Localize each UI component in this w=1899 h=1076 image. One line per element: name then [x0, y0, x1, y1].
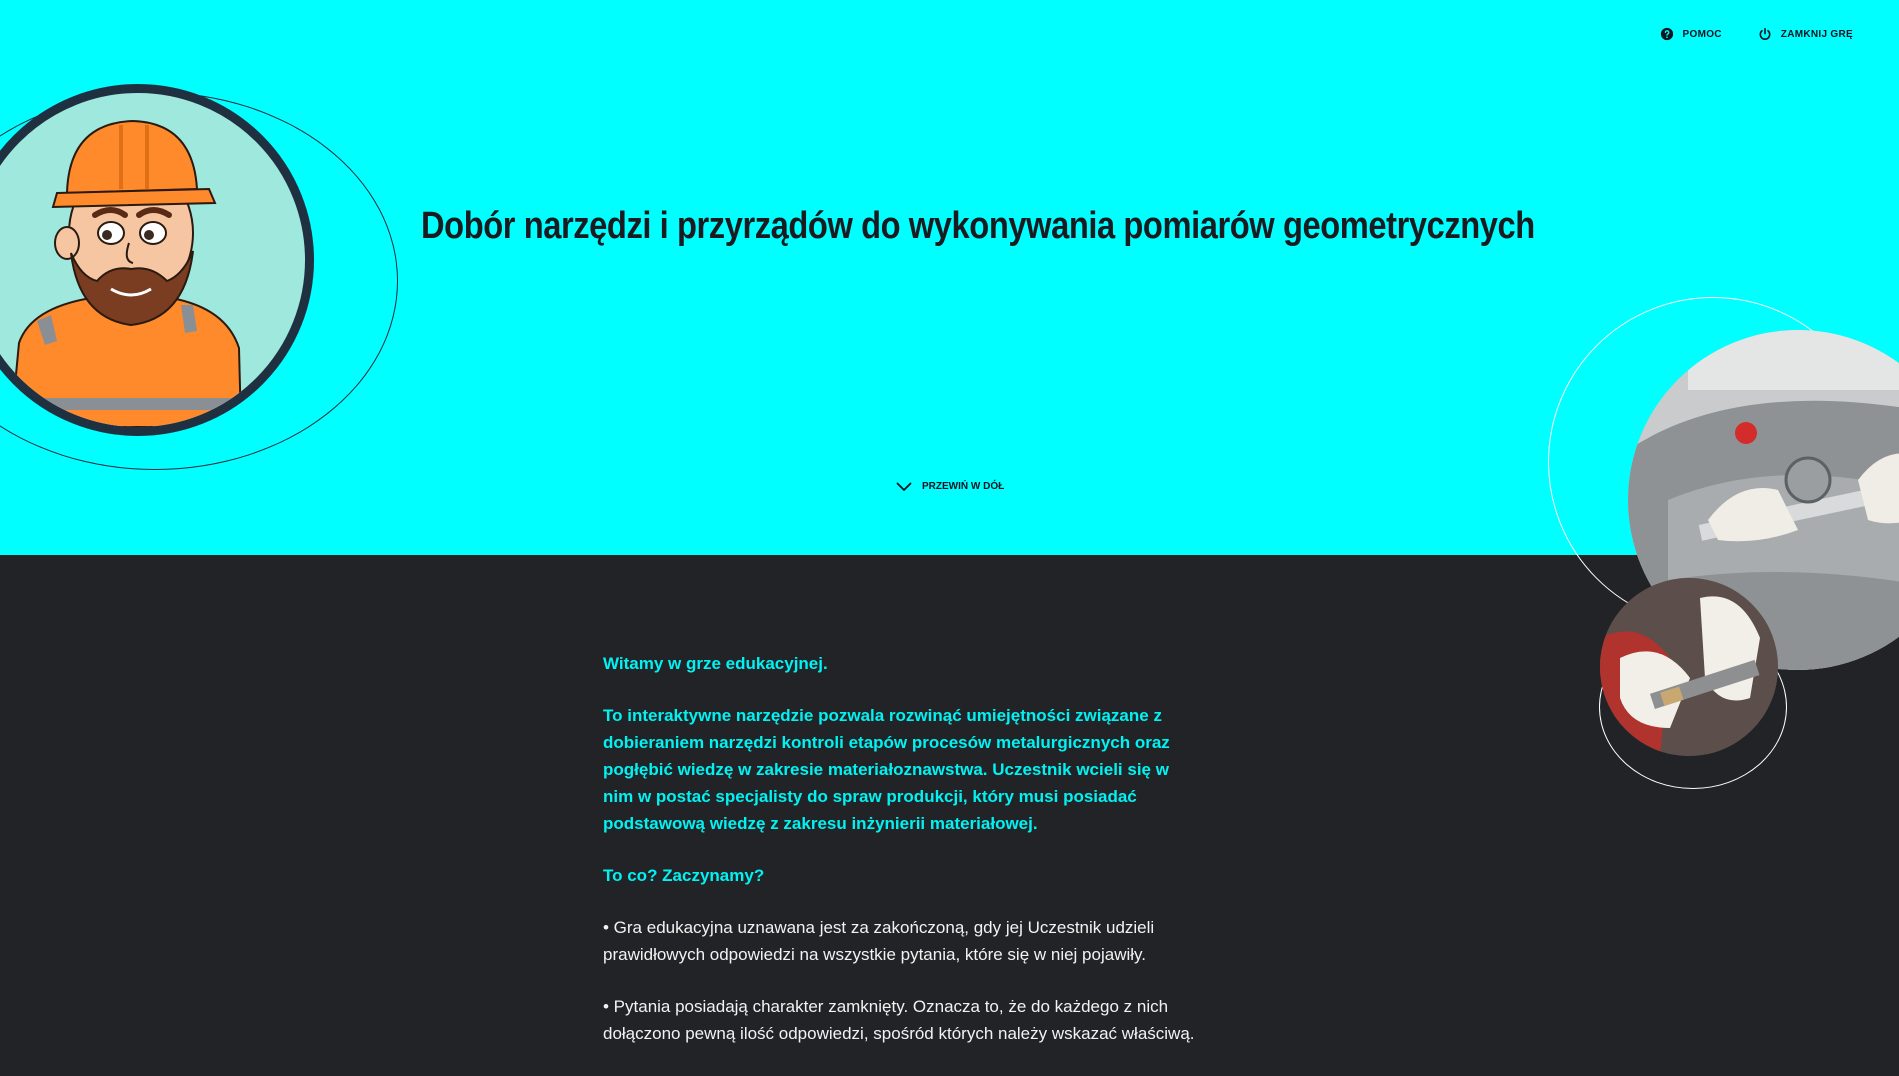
start-heading: To co? Zaczynamy? [603, 866, 765, 885]
help-button[interactable] [1660, 27, 1722, 41]
intro-paragraph: To interaktywne narzędzie pozwala rozwinąć umiejętności związane z dobieraniem narzędzi kontroli etapów procesów metalurgicznych oraz pogłębić wiedzę w zakresie materiałoznawstwa. Uczestnik wcieli się w nim w postać specjalisty do spraw produkcji, który musi posiadać podstawową wiedzę z zakresu inżynierii materiałowej. [603, 706, 1170, 833]
intro-content [603, 650, 1203, 1072]
question-circle-icon [1660, 27, 1674, 41]
scroll-down-label: PRZEWIŃ W DÓŁ [922, 481, 1005, 492]
measurement-photo-small [1600, 578, 1778, 756]
scroll-down-button[interactable] [896, 481, 1004, 492]
rule-item-1: • Gra edukacyjna uznawana jest za zakończoną, gdy jej Uczestnik udzieli prawidłowych odpowiedzi na wszystkie pytania, które się w niej pojawiły. [603, 918, 1155, 964]
page-title: Dobór narzędzi i przyrządów do wykonywania pomiarów geometrycznych [421, 205, 1535, 247]
power-icon [1758, 27, 1772, 41]
chevron-down-icon [896, 482, 912, 492]
top-navigation [1660, 27, 1853, 41]
micrometer-photo-illustration [1600, 578, 1778, 756]
help-label: POMOC [1682, 28, 1722, 40]
rule-item-2: • Pytania posiadają charakter zamknięty. Oznacza to, że do każdego z nich dołączono pewną ilość odpowiedzi, spośród których należy wskazać właściwą. [603, 997, 1195, 1043]
close-game-label: ZAMKNIJ GRĘ [1780, 28, 1853, 40]
close-game-button[interactable] [1758, 27, 1853, 41]
welcome-heading: Witamy w grze edukacyjnej. [603, 654, 828, 673]
worker-illustration [0, 93, 305, 427]
